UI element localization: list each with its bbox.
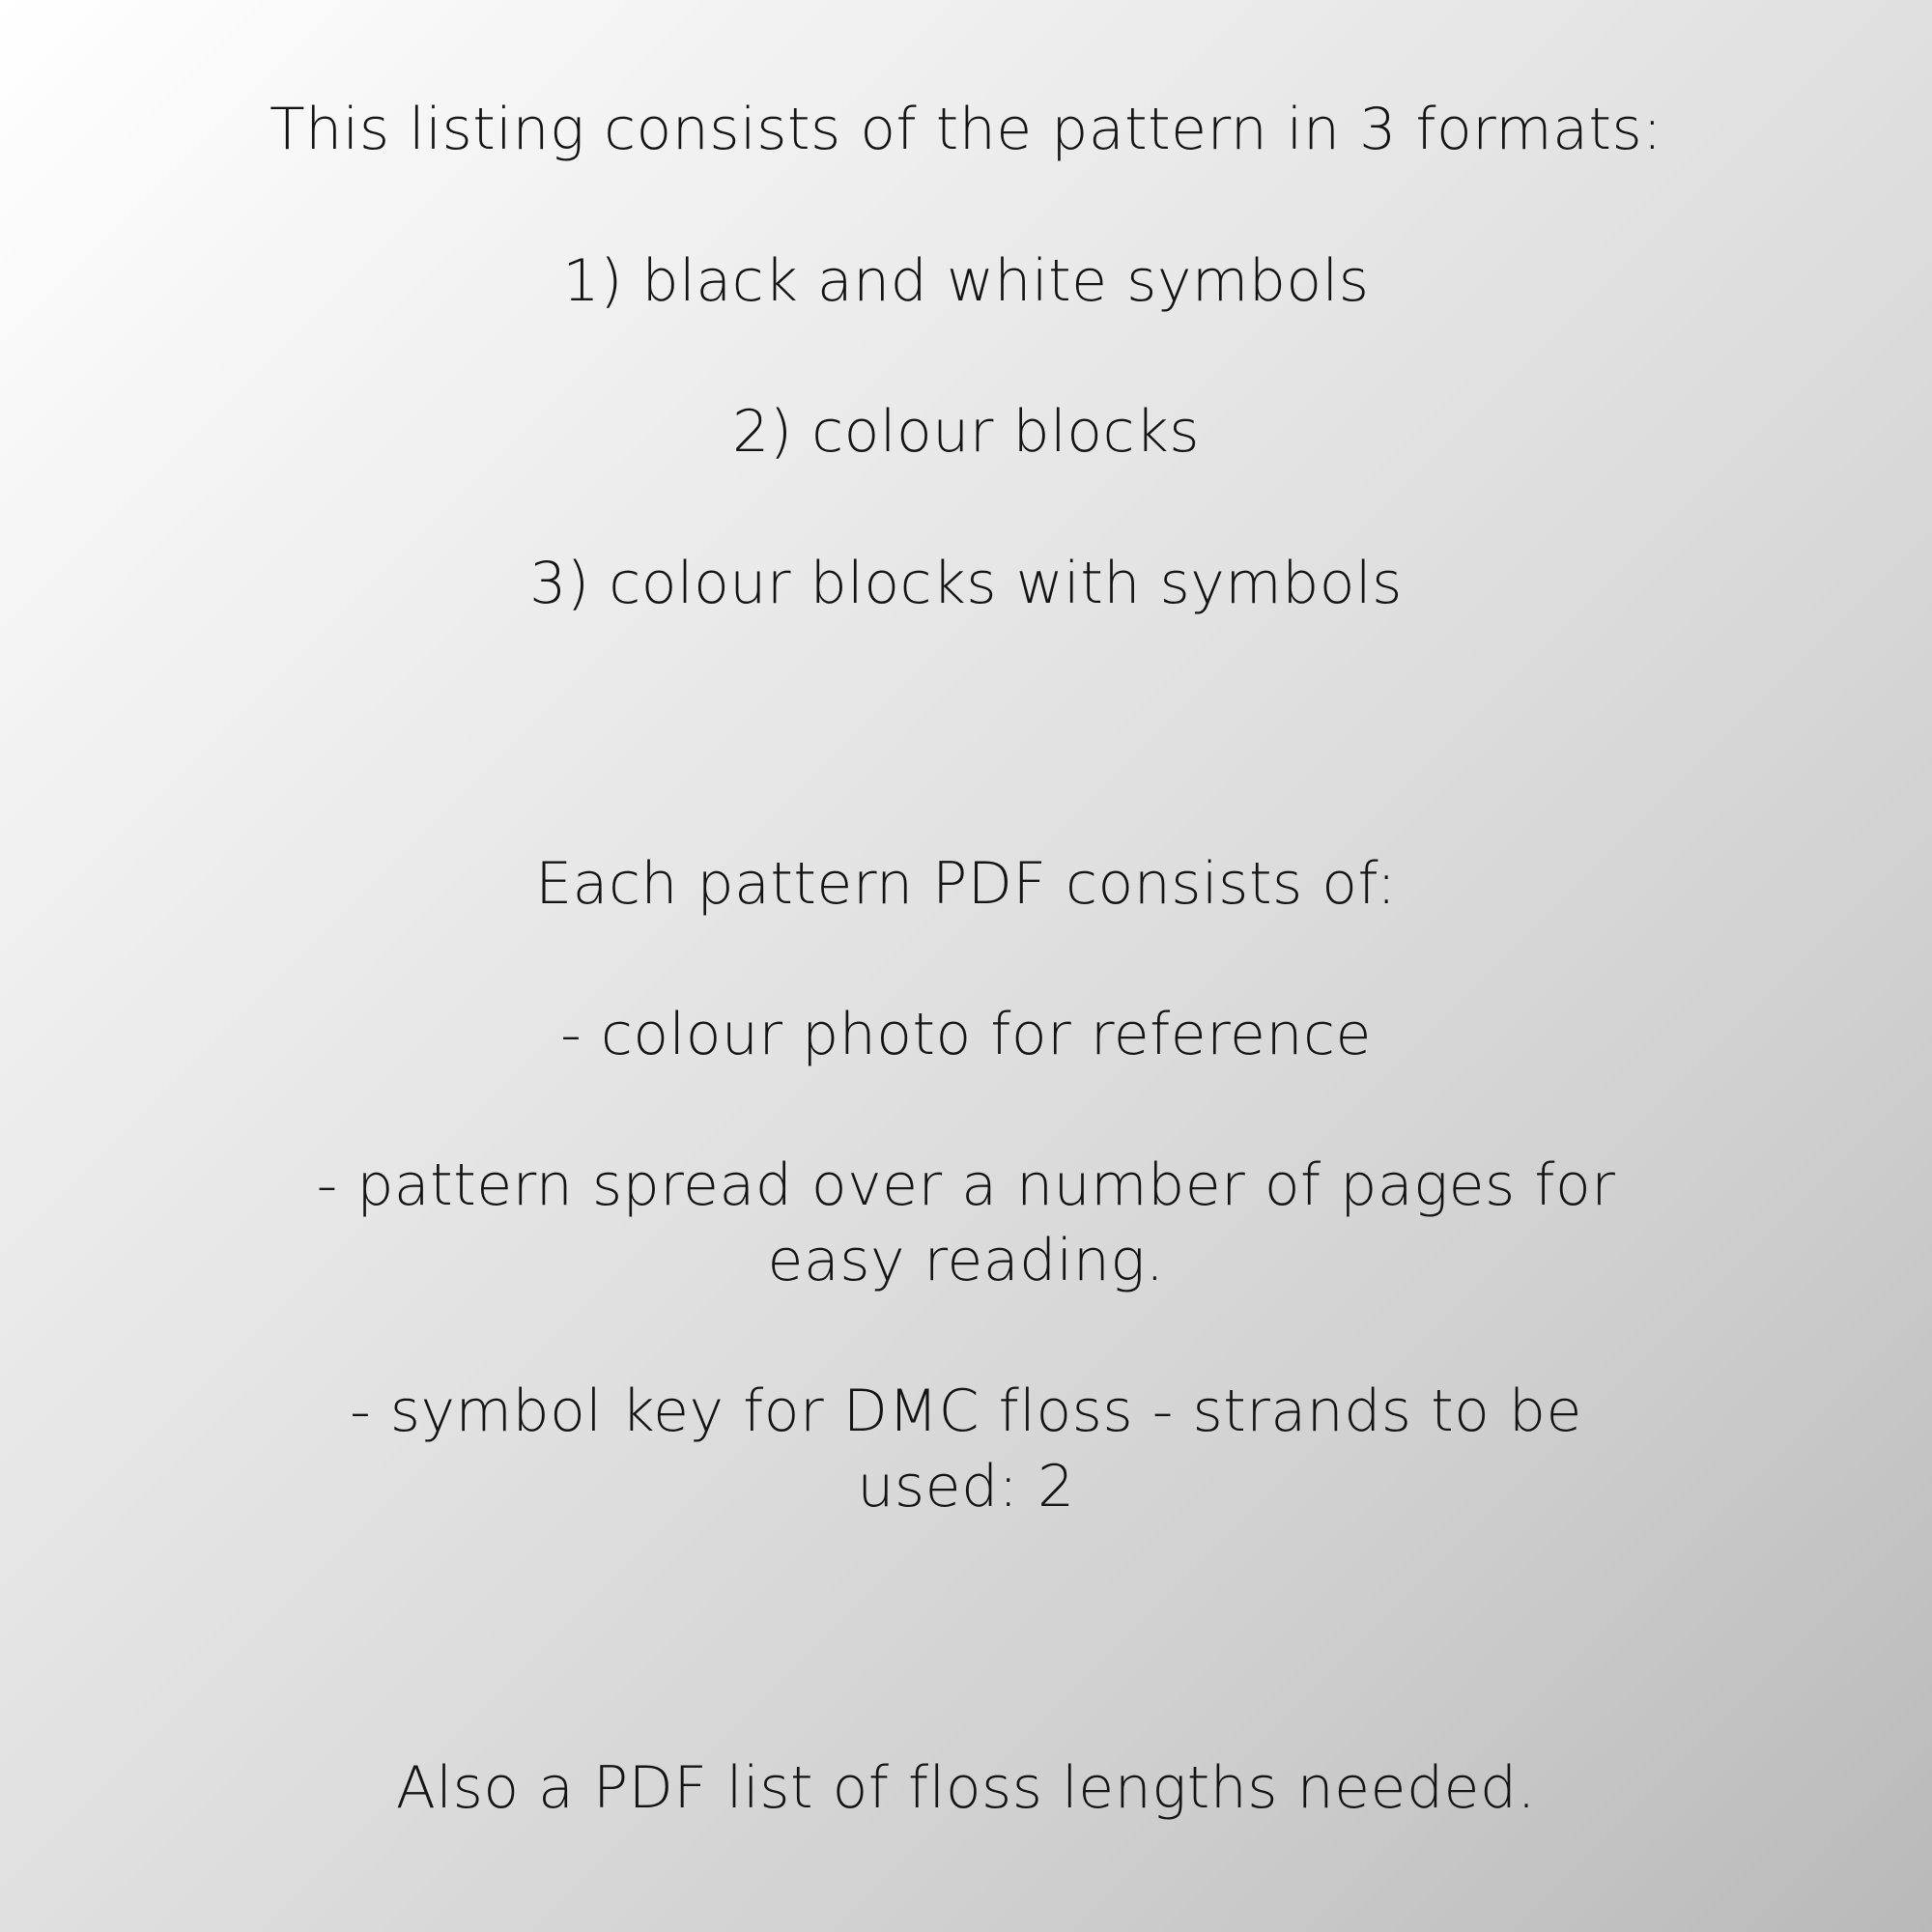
format-item-colour-blocks-symbols: 3) colour blocks with symbols bbox=[529, 550, 1403, 617]
contents-item-symbol-key-continued: used: 2 bbox=[857, 1453, 1075, 1520]
contents-intro-heading: Each pattern PDF consists of: bbox=[535, 850, 1397, 918]
contents-item-pattern-spread: - pattern spread over a number of pages for bbox=[316, 1151, 1616, 1219]
formats-intro-heading: This listing consists of the pattern in 3 formats: bbox=[269, 96, 1662, 163]
footer-note: Also a PDF list of floss lengths needed. bbox=[395, 1754, 1537, 1822]
format-item-colour-blocks: 2) colour blocks bbox=[732, 398, 1200, 466]
contents-item-pattern-spread-continued: easy reading. bbox=[767, 1227, 1165, 1294]
format-item-black-white-symbols: 1) black and white symbols bbox=[562, 247, 1370, 315]
contents-item-colour-photo: - colour photo for reference bbox=[560, 1001, 1372, 1068]
contents-item-symbol-key: - symbol key for DMC floss - strands to be bbox=[350, 1378, 1582, 1445]
